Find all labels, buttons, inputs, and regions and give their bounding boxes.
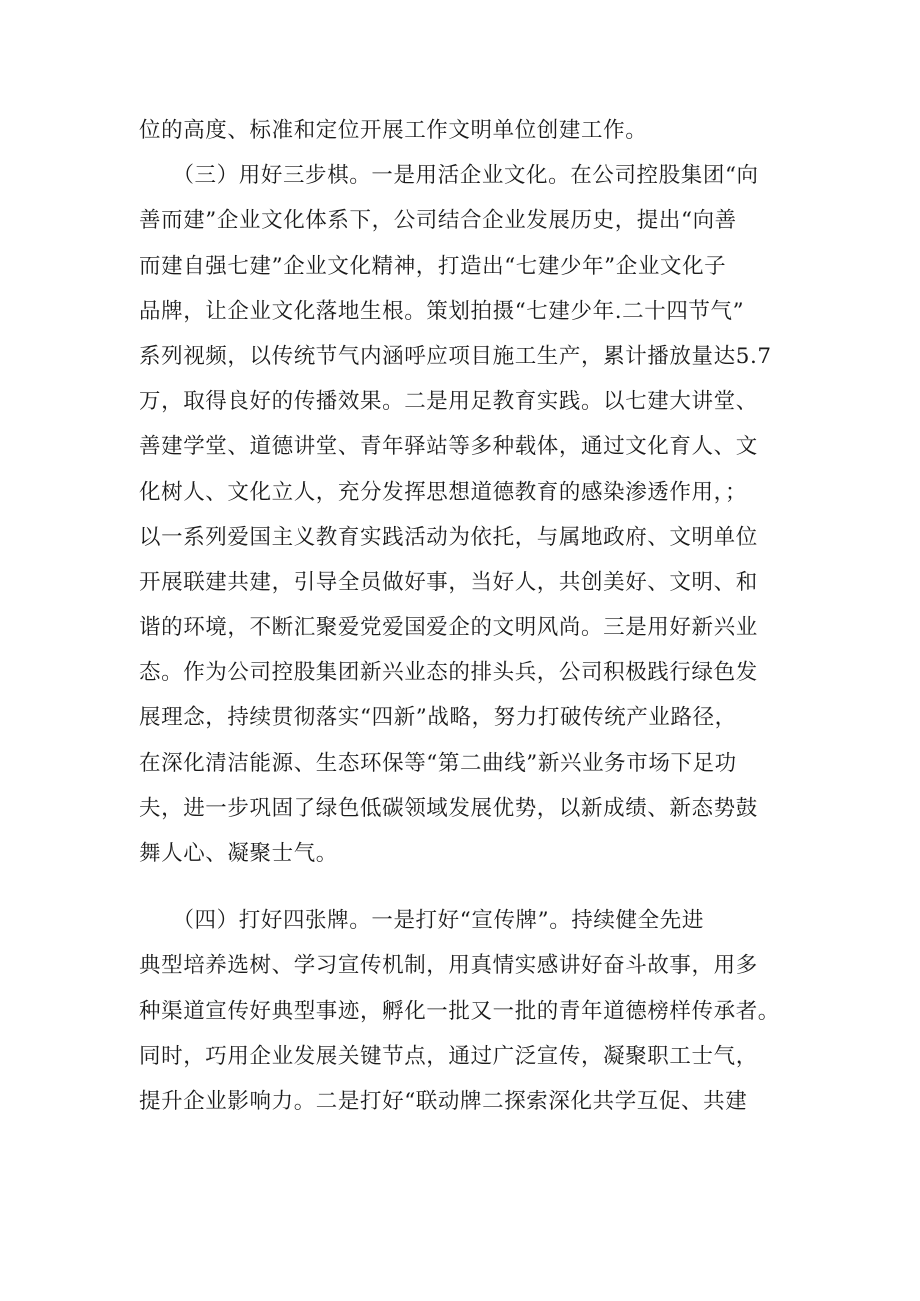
text-line: 化树人、文化立人，充分发挥思想道德教育的感染渗透作用，； <box>139 479 748 505</box>
text-line: 万，取得良好的传播效果。二是用足教育实践。以七建大讲堂、 <box>139 389 758 415</box>
document-body <box>139 108 779 1124</box>
text-line: （四）打好四张牌。一是打好“宣传牌”。持续健全先进 <box>139 908 704 934</box>
text-line: 而建自强七建”企业文化精神，打造出“七建少年”企业文化子 <box>139 253 727 279</box>
text-line: 舞人心、凝聚士气。 <box>139 841 338 866</box>
text-line: 夫，进一步巩固了绿色低碳领域发展优势，以新成绩、新态势鼓 <box>139 795 758 821</box>
text-line: 典型培养选树、学习宣传机制，用真情实感讲好奋斗故事，用多 <box>139 953 758 979</box>
text-line: 开展联建共建，引导全员做好事，当好人，共创美好、文明、和 <box>139 569 758 595</box>
text-line: 谐的环境，不断汇聚爱党爱国爱企的文明风尚。三是用好新兴业 <box>139 615 758 641</box>
text-line: 品牌，让企业文化落地生根。策划拍摄“七建少年.二十四节气” <box>139 298 745 324</box>
text-line: 位的高度、标准和定位开展工作文明单位创建工作。 <box>139 118 648 143</box>
text-line: 种渠道宣传好典型事迹，孵化一批又一批的青年道德榜样传承者。 <box>139 998 780 1024</box>
text-line: 以一系列爱国主义教育实践活动为依托，与属地政府、文明单位 <box>139 524 758 550</box>
text-line: 善建学堂、道德讲堂、青年驿站等多种载体，通过文化育人、文 <box>139 434 758 460</box>
text-line: 系列视频，以传统节气内涵呼应项目施工生产，累计播放量达5.7 <box>139 343 772 369</box>
text-line: （三）用好三步棋。一是用活企业文化。在公司控股集团“向 <box>139 163 759 189</box>
text-line: 在深化清洁能源、生态环保等“第二曲线”新兴业务市场下足功 <box>139 750 737 776</box>
text-line: 提升企业影响力。二是打好“联动牌二探索深化共学互促、共建 <box>139 1088 748 1114</box>
section-b <box>139 898 779 1124</box>
text-line: 态。作为公司控股集团新兴业态的排头兵，公司积极践行绿色发 <box>139 660 758 686</box>
section-a <box>139 108 779 876</box>
text-line: 同时，巧用企业发展关键节点，通过广泛宣传，凝聚职工士气， <box>139 1043 758 1069</box>
text-line: 善而建”企业文化体系下，公司结合企业发展历史，提出“向善 <box>139 208 737 234</box>
paragraph-gap <box>139 876 779 898</box>
text-line: 展理念，持续贯彻落实“四新”战略，努力打破传统产业路径， <box>139 705 737 731</box>
